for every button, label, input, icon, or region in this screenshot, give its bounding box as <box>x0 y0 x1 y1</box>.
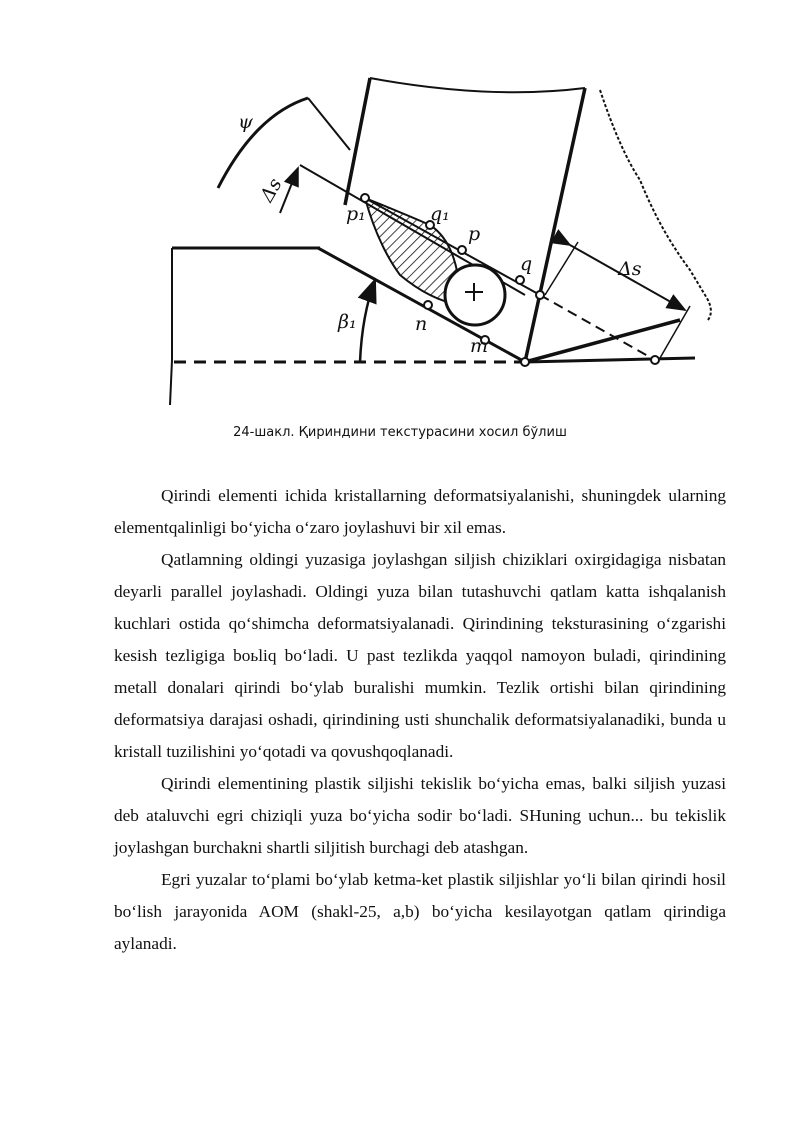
body-text <box>114 480 726 960</box>
delta-s-ext-right <box>660 306 690 358</box>
figure-caption: 24-шакл. Қириндини текстурасини хосил бўлиш <box>233 425 567 440</box>
label-delta-s: Δs <box>618 258 642 280</box>
workpiece-outline <box>170 248 320 405</box>
beta-arc <box>360 280 375 362</box>
chip-back-outline <box>600 90 711 320</box>
chip-formation-diagram <box>160 70 730 410</box>
paragraph: Egri yuzalar toʻplami boʻylab ketma-ket plastik siljishlar yoʻli bilan qirindi hosil boʻlish jarayonida AOM (shakl-25, a,b) boʻyicha kesilayotgan qatlam qirindiga aylanadi. <box>114 870 726 953</box>
chip-formation-figure <box>160 70 730 410</box>
chip-left-edge <box>345 78 370 205</box>
label-p1: p₁ <box>346 203 366 225</box>
chip-top-edge <box>370 78 585 92</box>
label-psi: ψ <box>238 111 253 133</box>
paragraph: Qirindi elementining plastik siljishi tekislik boʻyicha emas, balki siljish yuzasi deb ataluvchi egri chiziqli yuza boʻyicha sodir boʻladi. SHuning uchun... bu tekislik joylashgan burchakni shartli siljitish burchagi deb atashgan. <box>114 774 726 857</box>
paragraph: Qatlamning oldingi yuzasiga joylashgan siljish chiziklari oxirgidagiga nisbatan deyarli parallel joylashadi. Oldingi yuza bilan tutashuvchi qatlam katta ishqalanish kuchlari ostida qoʻshimcha deformatsiyalanadi. Qirindining teksturasining oʻzgarishi kesish tezligiga boьliq boʻladi. U past tezlikda yaqqol namoyon buladi, qirindining metall donalari qirindi boʻylab buralishi mumkin. Tezlik ortishi bilan qirindining deformatsiya darajasi oshadi, qirindining usti shunchalik deformatsiyalanadiki, bunda u kristall tuzilishini yoʻqotadi va qovushqoqlanadi. <box>114 550 726 761</box>
label-delta-s-small: Δs <box>255 174 287 206</box>
paragraph: Qirindi elementi ichida kristallarning deformatsiyalanishi, shuningdek ularning elementqalinligi boʻyicha oʻzaro joylashuvi bir xil emas. <box>114 486 726 537</box>
label-p: p <box>468 223 481 245</box>
tool-rake-face <box>525 88 585 362</box>
psi-leader <box>308 98 350 150</box>
label-m: m <box>470 335 489 357</box>
label-q1: q₁ <box>430 203 450 225</box>
label-n: n <box>415 313 428 335</box>
label-q: q <box>520 253 533 275</box>
label-beta: β₁ <box>338 311 357 333</box>
dashed-diagonal <box>540 295 655 360</box>
machined-surface-line <box>525 358 695 362</box>
